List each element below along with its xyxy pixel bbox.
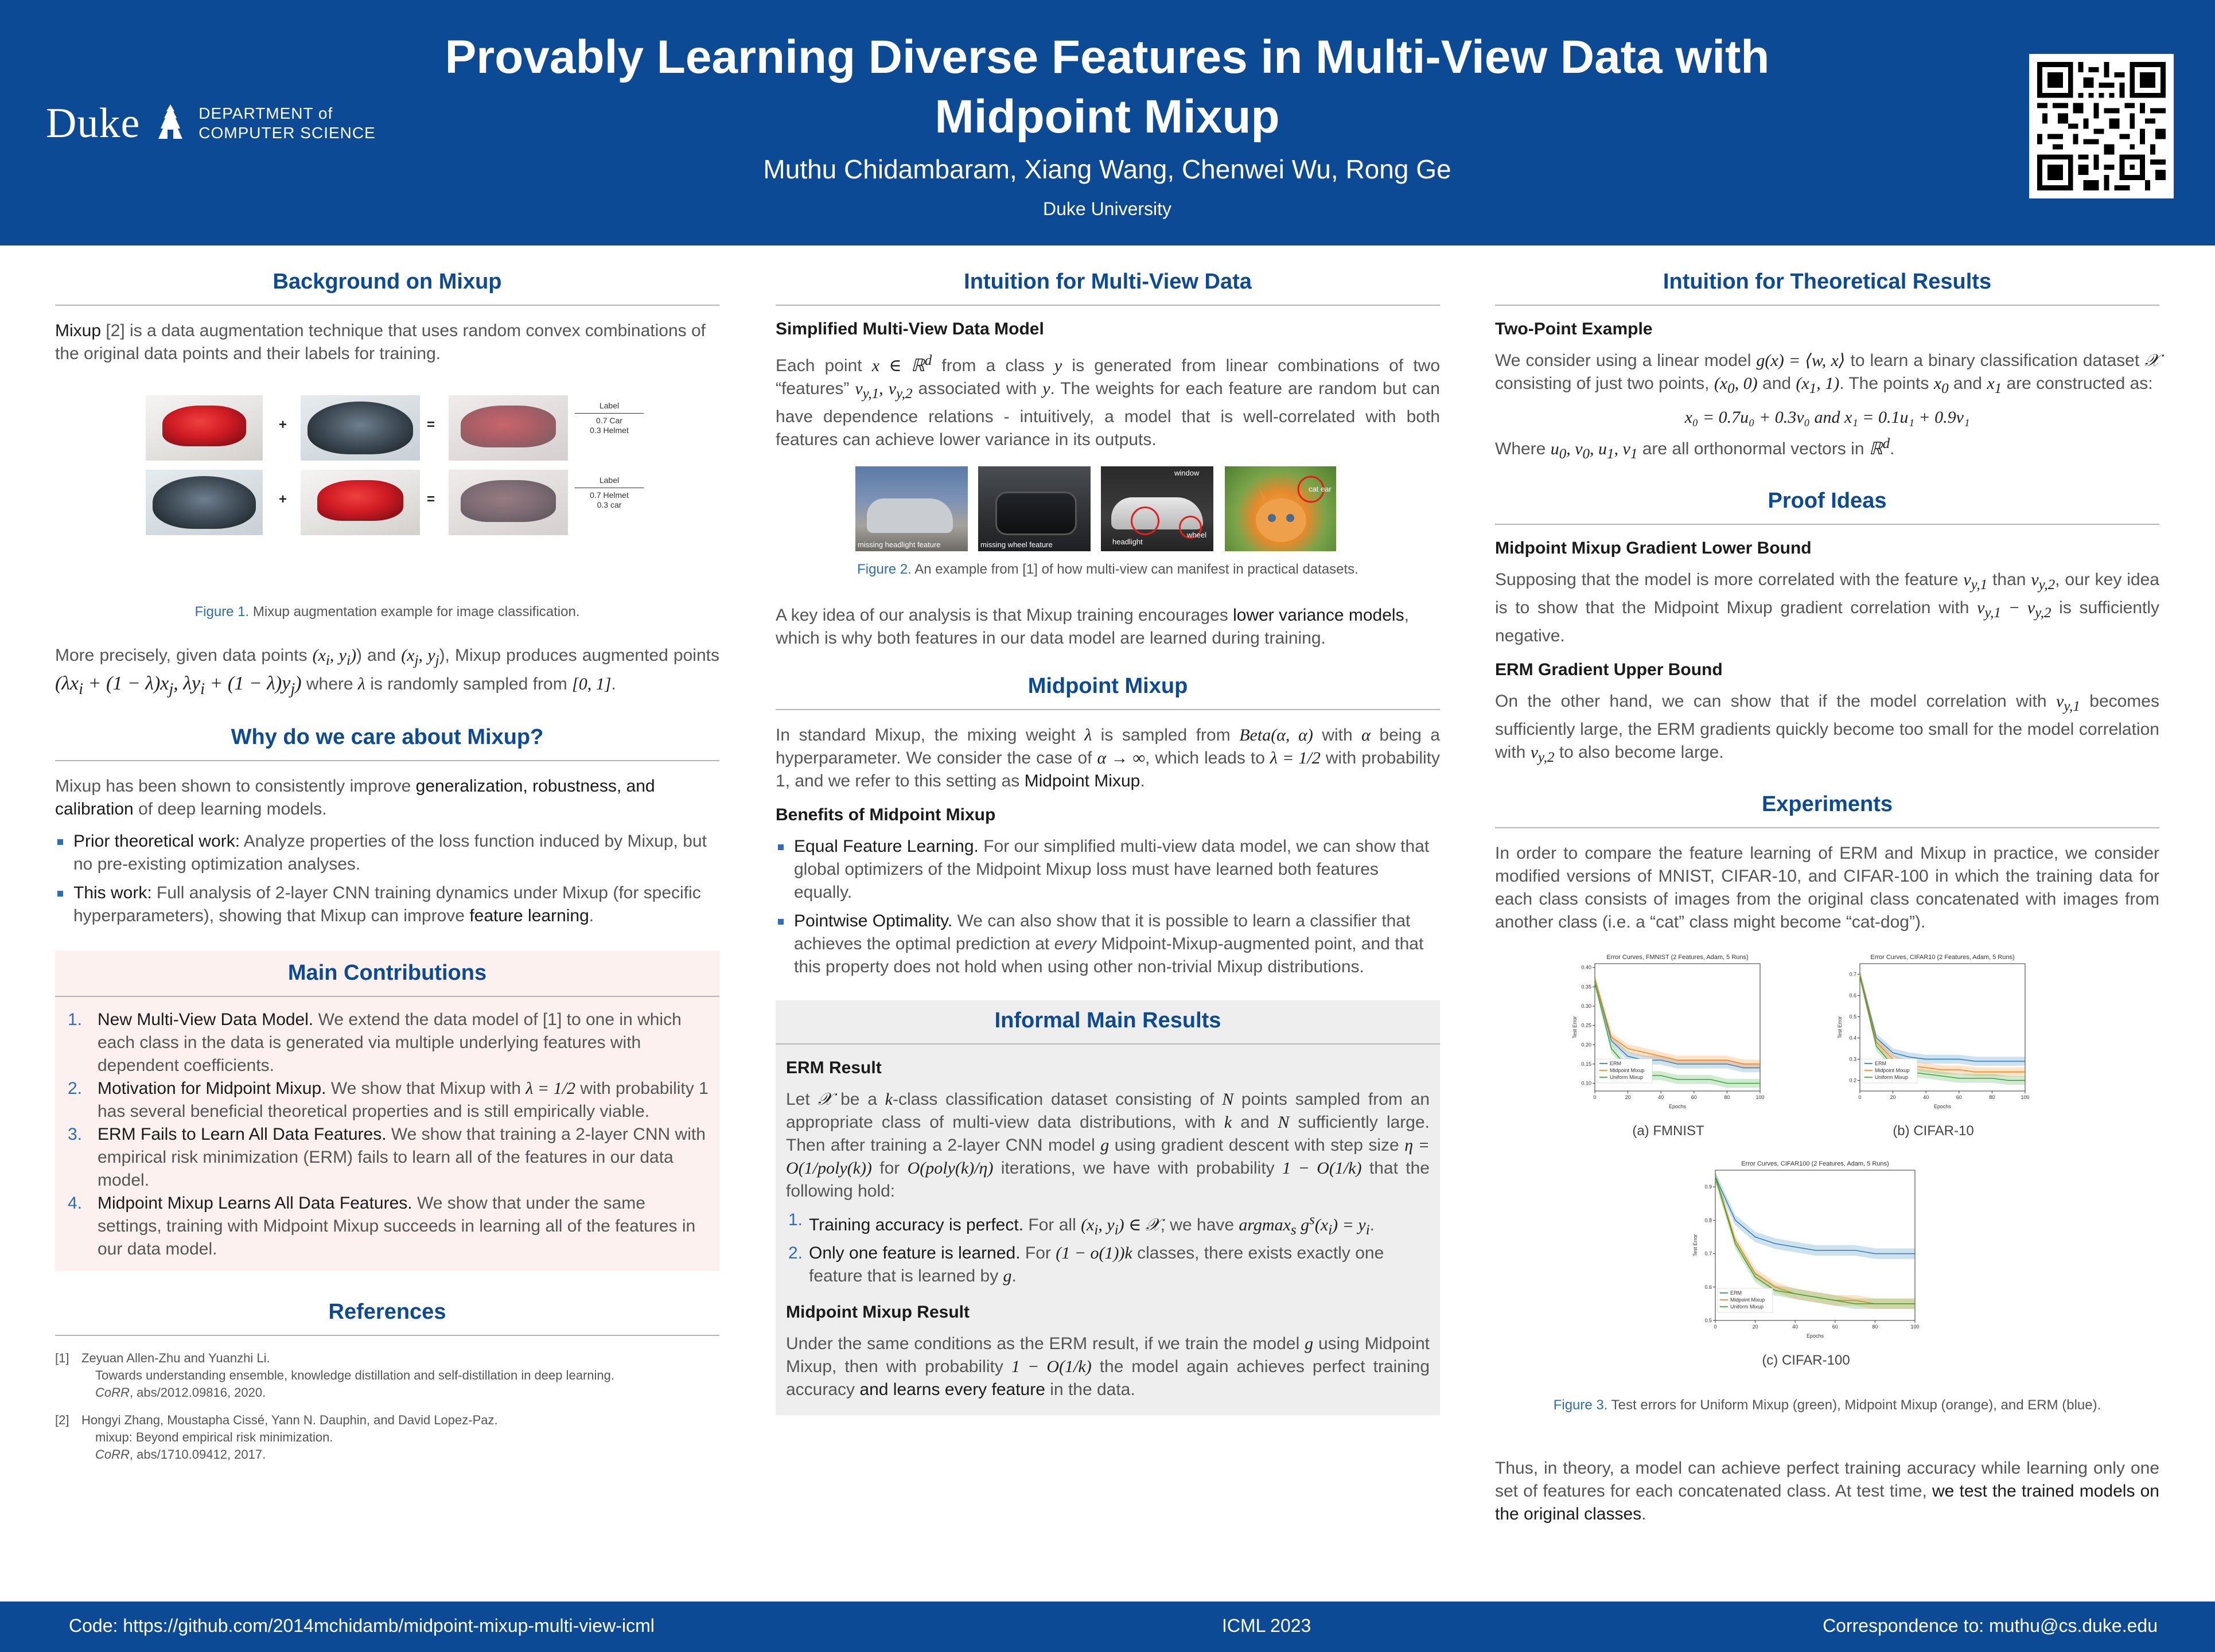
text: , which leads to	[1145, 749, 1270, 767]
label-value: 0.3 Helmet	[590, 426, 629, 435]
mixed-label	[575, 476, 644, 510]
item-head: Training accuracy is perfect.	[809, 1215, 1024, 1234]
text: for	[871, 1159, 908, 1178]
legend-label: Midpoint Mixup	[1610, 1067, 1645, 1073]
text: is sampled from	[1092, 726, 1240, 745]
item-text: We extend the data model of [1] to one in which each class in the data is generated via multiple underlying features with dependent coefficients.	[98, 1010, 682, 1075]
x-tick-label: 20	[1890, 1094, 1896, 1100]
column-1	[55, 270, 719, 1474]
title-line-2: Midpoint Mixup	[935, 91, 1280, 143]
multi-view-figure	[855, 466, 1360, 551]
text: are constructed as:	[2002, 374, 2153, 393]
x-tick-label: 0	[1714, 1324, 1717, 1330]
legend-label: Midpoint Mixup	[1875, 1067, 1910, 1073]
text: sufficiently large. Then after training a 2-layer CNN model	[786, 1113, 1430, 1155]
item-head: ERM Fails to Learn All Data Features.	[98, 1124, 387, 1144]
mixup-term: Mixup	[55, 321, 102, 340]
legend-label: ERM	[1610, 1061, 1621, 1066]
y-tick-label: 0.40	[1581, 964, 1591, 971]
y-tick-label: 0.20	[1581, 1042, 1591, 1048]
text: using gradient descent with step size	[1109, 1136, 1405, 1155]
text: Mixup has been shown to consistently improve	[55, 776, 416, 796]
text: to also become large.	[1554, 743, 1724, 762]
list-item	[55, 882, 719, 928]
subsection-erm-result: ERM Result	[786, 1058, 882, 1077]
duke-logo	[46, 98, 376, 149]
ref-details: , abs/2012.09816, 2020.	[129, 1385, 266, 1400]
text: In standard Mixup, the mixing weight	[776, 726, 1085, 745]
text: is generated from linear combinations of two “features”	[776, 356, 1440, 398]
caption-text: An example from [1] of how multi-view can manifest in practical datasets.	[911, 562, 1358, 577]
text: and	[1757, 374, 1796, 393]
column-2	[776, 270, 1440, 1415]
background-text: [2] is a data augmentation technique that uses random convex combinations of the original data points and their labels for training.	[55, 321, 706, 363]
item-text: .	[1011, 1267, 1017, 1285]
item-text: with probability 1 has several beneficial theoretical properties and is still empirically viable.	[98, 1078, 709, 1121]
equals-sign: =	[427, 417, 435, 433]
caption-text: Mixup augmentation example for image classification.	[249, 604, 580, 620]
ref-venue: CoRR	[95, 1385, 130, 1400]
x-tick-label: 20	[1752, 1324, 1758, 1330]
text: than	[1987, 570, 2031, 589]
y-tick-label: 0.25	[1581, 1022, 1591, 1028]
text: be a	[832, 1090, 885, 1109]
data-model-paragraph: Each point x ∈ ℝ$^d$ from a class y is generated from linear combinations of two “features” $v_{y,1}$, $v_{y,2}$ associated with y. The weights for each feature are random but can have dependence relations - intuitively, a model that is well-correlated with both features can achieve lower variance in its outputs.	[776, 353, 1440, 449]
two-point-paragraph: We consider using a linear model g(x) = ⟨w, x⟩ to learn a binary classification dataset 𝒳 consisting of just two points, ($x_0$, 0) and ($x_1$, 1). The points $x_0$ and $x_1$ are constructed as:	[1495, 351, 2159, 396]
text: are all orthonormal vectors in	[1637, 439, 1869, 458]
why-bullets	[55, 830, 719, 928]
text: ), Mixup produces augmented points	[439, 646, 719, 665]
two-point-equation: x₀ = 0.7u₀ + 0.3v₀ and x₁ = 0.1u₁ + 0.9v₁	[1684, 408, 1970, 427]
text: Let	[786, 1090, 818, 1109]
x-tick-label: 100	[1755, 1094, 1765, 1100]
figure-label: Figure 2.	[857, 562, 912, 577]
text: to learn a binary classification dataset	[1845, 351, 2145, 370]
emphasis: and learns every feature	[859, 1380, 1045, 1399]
label-head: Label	[599, 401, 620, 410]
erm-result-paragraph: Let 𝒳 be a k-class classification dataset consisting of N points sampled from an appropriate class of multi-view data distributions, with k and N sufficiently large. Then after training a 2-layer CNN model g using gradient descent with step size η = O(1/poly(k)) for O(poly(k)/η) iterations, we have with probability 1 − O(1/k) that the following hold:	[786, 1090, 1430, 1201]
text: Supposing that the model is more correlated with the feature	[1495, 570, 1964, 589]
orthonormal-paragraph: Where $u_0$, $v_0$, $u_1$, $v_1$ are all orthonormal vectors in ℝ$^d$.	[1495, 436, 1895, 462]
item-text: classes, there exists exactly one feature that is learned by	[809, 1244, 1384, 1285]
list-item: 2. Motivation for Midpoint Mixup. We show that Mixup with λ = 1/2 with probability 1 has several beneficial theoretical properties and is still empirically viable.	[65, 1077, 709, 1123]
section-title-proof: Proof Ideas	[1495, 489, 2159, 525]
y-tick-label: 0.7	[1849, 971, 1856, 977]
cifar100-chart-svg	[1691, 1158, 1921, 1341]
section-title-contributions: Main Contributions	[55, 961, 719, 997]
subsection-data-model: Simplified Multi-View Data Model	[776, 320, 1044, 338]
subsection-midpoint-result: Midpoint Mixup Result	[786, 1303, 970, 1322]
list-item	[776, 910, 1440, 979]
text: .	[1140, 772, 1145, 790]
main-contributions-box	[55, 950, 719, 1271]
authors: Muthu Chidambaram, Xiang Wang, Chenwei Wu, Rong Ge	[763, 154, 1451, 184]
list-item	[65, 1008, 709, 1077]
code-link[interactable]: Code: https://github.com/2014mchidamb/midpoint-mixup-multi-view-icml	[69, 1615, 655, 1636]
figure-label: Figure 1.	[194, 604, 250, 620]
section-title-intuition: Intuition for Multi-View Data	[776, 270, 1440, 306]
fmnist-chart-svg	[1571, 951, 1766, 1112]
logo-dept-line1: DEPARTMENT of	[198, 104, 333, 122]
helmet-image	[146, 470, 263, 535]
bullet-head: This work:	[73, 883, 152, 902]
bullet-head: Pointwise Optimality.	[794, 911, 953, 930]
item-text: For	[1020, 1244, 1056, 1263]
item-number: 2.	[788, 1244, 803, 1263]
section-title-references: References	[55, 1300, 719, 1336]
label-head: Label	[599, 476, 620, 485]
section-title-why: Why do we care about Mixup?	[55, 725, 719, 761]
midpoint-result-paragraph: Under the same conditions as the ERM result, if we train the model g using Midpoint Mixup, then with probability 1 − O(1/k) the model again achieves perfect training accuracy and learns every feature in the data.	[786, 1334, 1430, 1399]
text: .	[1641, 1505, 1646, 1524]
list-item	[65, 1123, 709, 1192]
y-axis-label: Test Error	[1572, 1016, 1578, 1039]
x-tick-label: 80	[1989, 1094, 1995, 1100]
cifar100-chart	[1691, 1158, 1921, 1341]
conclusion-paragraph	[1495, 1457, 2159, 1526]
item-head: Motivation for Midpoint Mixup.	[98, 1078, 326, 1098]
x-tick-label: 40	[1792, 1324, 1799, 1330]
y-tick-label: 0.4	[1849, 1035, 1856, 1041]
text: .	[1890, 439, 1895, 458]
title-line-1: Provably Learning Diverse Features in Multi-View Data with	[445, 31, 1770, 83]
y-tick-label: 0.30	[1581, 1003, 1591, 1009]
helmet-image	[301, 395, 420, 461]
text: using Midpoint Mixup, then with probability	[786, 1334, 1430, 1376]
logo-duke-wordmark: Duke	[46, 99, 141, 147]
x-tick-label: 40	[1658, 1094, 1664, 1100]
y-tick-label: 0.5	[1849, 1014, 1856, 1020]
x-tick-label: 80	[1724, 1094, 1730, 1100]
section-title-results: Informal Main Results	[776, 1000, 1440, 1045]
plus-sign: +	[279, 417, 287, 433]
section-title-experiments: Experiments	[1495, 792, 2159, 828]
list-item	[65, 1192, 709, 1261]
ref-details: , abs/1710.09412, 2017.	[129, 1447, 266, 1462]
item-number: 3.	[68, 1124, 83, 1144]
text: and	[1948, 374, 1987, 393]
x-tick-label: 60	[1832, 1324, 1838, 1330]
text: is randomly sampled from	[365, 675, 573, 693]
text: of deep learning models.	[133, 799, 327, 819]
key-idea-paragraph	[776, 604, 1440, 650]
item-number: 1.	[68, 1010, 83, 1029]
subsection-upper-bound: ERM Gradient Upper Bound	[1495, 660, 1723, 679]
y-tick-label: 0.3	[1849, 1056, 1856, 1062]
item-head: Midpoint Mixup Learns All Data Features.	[98, 1193, 412, 1213]
bullet-head: Equal Feature Learning.	[794, 837, 979, 856]
chart-title: Error Curves, FMNIST (2 Features, Adam, 5 Runs)	[1606, 954, 1749, 961]
subsection-two-point: Two-Point Example	[1495, 320, 1653, 338]
x-tick-label: 60	[1956, 1094, 1962, 1100]
y-tick-label: 0.7	[1704, 1250, 1712, 1257]
item-text: For all	[1023, 1215, 1081, 1234]
text: Under the same conditions as the ERM result, if we train the model	[786, 1334, 1305, 1353]
why-paragraph	[55, 775, 719, 821]
text: , our key idea is to show that the Midpoint Mixup gradient correlation with	[1495, 570, 2159, 617]
caption-text: Test errors for Uniform Mixup (green), Midpoint Mixup (orange), and ERM (blue).	[1607, 1397, 2101, 1413]
car-image	[146, 395, 263, 461]
y-tick-label: 0.2	[1849, 1077, 1856, 1084]
text: from a class	[932, 356, 1054, 375]
emphasis: lower variance models	[1233, 606, 1404, 625]
image-tag: wheel	[1187, 531, 1206, 539]
figure-3-caption	[1495, 1397, 2159, 1413]
series-band	[1715, 1171, 1915, 1259]
text: Thus, in theory, a model can achieve perfect training accuracy while learning only one set of features for each concatenated class. At test time,	[1495, 1459, 2159, 1501]
image-tag: headlight	[1112, 537, 1143, 546]
equals-sign: =	[427, 492, 435, 507]
background-paragraph	[55, 320, 719, 365]
item-text: We show that Mixup with	[326, 1078, 526, 1098]
item-text: We show that under the same settings, training with Midpoint Mixup succeeds in learning all of the features in our data model.	[98, 1193, 696, 1259]
list-item	[776, 835, 1440, 904]
text: On the other hand, we can show that if the model correlation with	[1495, 692, 2056, 711]
emphasis: every	[1054, 934, 1096, 953]
figure-1-caption	[55, 604, 719, 620]
text: , which is why both features in our data model are learned during training.	[776, 606, 1409, 648]
item-number: 2.	[68, 1078, 83, 1098]
y-tick-label: 0.6	[1704, 1284, 1712, 1290]
text: the model again achieves perfect training accuracy	[786, 1357, 1430, 1399]
emphasis: Midpoint Mixup	[1024, 772, 1140, 790]
legend-label: ERM	[1730, 1290, 1742, 1296]
text: in the data.	[1045, 1380, 1135, 1399]
text: that the following hold:	[786, 1159, 1430, 1201]
label-value: 0.3 car	[597, 500, 622, 509]
text: and	[1232, 1113, 1278, 1132]
text: associated with	[912, 379, 1043, 398]
car-image	[301, 470, 420, 535]
x-tick-label: 100	[2021, 1094, 2030, 1100]
fmnist-chart	[1571, 951, 1766, 1112]
x-tick-label: 0	[1858, 1094, 1862, 1100]
text: We consider using a linear model	[1495, 351, 1757, 370]
bullet-text: Full analysis of 2-layer CNN training dynamics under Mixup (for specific hyperparameters), showing that Mixup can improve	[73, 883, 701, 925]
x-tick-label: 80	[1872, 1324, 1878, 1330]
image-tag: cat ear	[1309, 485, 1332, 493]
text: . The weights for each feature are random but can have dependence relations - intuitively, a model that is well-correlated with both features can achieve lower variance in its outputs.	[776, 379, 1440, 449]
affiliation: Duke University	[1042, 198, 1172, 219]
series-line	[1715, 1177, 1915, 1304]
text: . The points	[1839, 374, 1934, 393]
cifar10-chart	[1836, 951, 2031, 1112]
text: .	[589, 906, 594, 925]
list-item	[55, 830, 719, 876]
mixup-figure	[55, 388, 719, 560]
text: Where	[1495, 439, 1551, 458]
section-title-midpoint: Midpoint Mixup	[776, 674, 1440, 710]
subsection-benefits: Benefits of Midpoint Mixup	[776, 805, 996, 824]
y-tick-label: 0.15	[1581, 1061, 1591, 1067]
y-axis-label: Test Error	[1692, 1234, 1698, 1257]
text: Each point	[776, 356, 872, 375]
text: consisting of just two points,	[1495, 374, 1714, 393]
duke-chapel-icon	[155, 103, 186, 143]
x-tick-label: 20	[1625, 1094, 1631, 1100]
y-tick-label: 0.10	[1581, 1080, 1591, 1086]
series-line	[1715, 1177, 1915, 1304]
x-tick-label: 40	[1923, 1094, 1929, 1100]
mixup-formula-paragraph: More precisely, given data points ($x_i$, $y_i$)) and ($x_j$, $y_j$), Mixup produces augmented points ($\lambda x_i + (1 - \lambda)x_j$, $\lambda y_i + (1 - \lambda)y_j$) where λ is randomly sampled from [0, 1].	[55, 646, 719, 698]
image-tag: window	[1174, 469, 1200, 477]
contributions-list	[55, 1008, 719, 1261]
ref-number: [1]	[55, 1350, 69, 1365]
legend-label: ERM	[1875, 1061, 1886, 1066]
subfigure-c-label: (c) CIFAR-100	[1762, 1353, 1850, 1368]
informal-results-box	[776, 1000, 1440, 1415]
x-axis-label: Epochs	[1668, 1104, 1687, 1109]
y-tick-label: 0.8	[1704, 1217, 1712, 1224]
item-number: 4.	[68, 1193, 83, 1213]
text: .	[611, 675, 616, 693]
ref-authors: Zeyuan Allen-Zhu and Yuanzhi Li.	[81, 1350, 270, 1365]
ref-title: mixup: Beyond empirical risk minimization.	[95, 1429, 333, 1444]
poster-title	[356, 28, 1859, 147]
text: -class classification dataset consisting of	[893, 1090, 1223, 1109]
item-number: 1.	[788, 1210, 803, 1229]
y-axis-label: Test Error	[1837, 1016, 1843, 1039]
section-title-theory: Intuition for Theoretical Results	[1495, 270, 2159, 306]
poster-footer	[0, 1602, 2215, 1652]
text: being a hyperparameter. We consider the case of	[776, 726, 1440, 767]
y-tick-label: 0.9	[1704, 1184, 1712, 1190]
venue-label: ICML 2023	[1222, 1615, 1311, 1636]
subfigure-b-label: (b) CIFAR-10	[1893, 1123, 1974, 1139]
reference-item	[55, 1412, 719, 1463]
text: A key idea of our analysis is that Mixup training encourages	[776, 606, 1233, 625]
y-tick-label: 0.35	[1581, 984, 1591, 990]
section-title-background: Background on Mixup	[55, 270, 719, 306]
plus-sign: +	[279, 492, 287, 507]
figure-label: Figure 3.	[1553, 1397, 1608, 1413]
logo-dept-line2: COMPUTER SCIENCE	[198, 124, 376, 142]
text: where	[301, 675, 358, 693]
text: becomes sufficiently large, the ERM gradients quickly become too small for the model correlation with	[1495, 692, 2159, 762]
item-head: Only one feature is learned.	[809, 1244, 1021, 1263]
references-list	[55, 1350, 719, 1463]
y-tick-label: 0.6	[1849, 992, 1856, 999]
list-item: 2. Only one feature is learned. For (1 − o(1))k classes, there exists exactly one feature that is learned by g.	[786, 1242, 1430, 1288]
text: iterations, we have with probability	[993, 1159, 1283, 1178]
subsection-lower-bound: Midpoint Mixup Gradient Lower Bound	[1495, 539, 1812, 558]
text: ) and	[356, 646, 402, 665]
ref-title: Towards understanding ensemble, knowledge distillation and self-distillation in deep learning.	[95, 1367, 614, 1382]
label-value: 0.7 Car	[596, 416, 622, 425]
x-tick-label: 0	[1593, 1094, 1597, 1100]
x-axis-label: Epochs	[1806, 1333, 1824, 1339]
erm-result-list	[786, 1209, 1430, 1288]
emphasis: feature learning	[469, 906, 589, 925]
item-text: , we have	[1160, 1215, 1239, 1234]
x-tick-label: 60	[1691, 1094, 1697, 1100]
text: is sufficiently negative.	[1495, 598, 2160, 645]
label-value: 0.7 Helmet	[590, 490, 629, 500]
experiments-paragraph: In order to compare the feature learning of ERM and Mixup in practice, we consider modified versions of MNIST, CIFAR-10, and CIFAR-100 in which the training data for each class consists of images from the original class concatenated with images from another class (i.e. a “cat” class might become “cat-dog”).	[1495, 844, 2159, 932]
cifar10-chart-svg	[1836, 951, 2031, 1112]
ref-venue: CoRR	[95, 1447, 130, 1462]
legend-label: Uniform Mixup	[1730, 1304, 1764, 1310]
mixed-image	[449, 470, 568, 535]
mixed-label	[575, 401, 644, 435]
text: More precisely, given data points	[55, 646, 313, 665]
series-line	[1715, 1177, 1915, 1254]
image-tag: missing headlight feature	[858, 540, 941, 549]
text: with	[1313, 726, 1362, 745]
item-text: We show that training a 2-layer CNN with empirical risk minimization (ERM) fails to learn all of the features in our data model.	[98, 1124, 706, 1190]
qr-code-icon[interactable]	[2029, 54, 2174, 198]
ref-authors: Hongyi Zhang, Moustapha Cissé, Yann N. Dauphin, and David Lopez-Paz.	[81, 1412, 498, 1427]
chart-title: Error Curves, CIFAR10 (2 Features, Adam, 5 Runs)	[1870, 954, 2015, 961]
figure-2-caption	[776, 562, 1440, 578]
legend-label: Midpoint Mixup	[1730, 1297, 1765, 1303]
reference-item	[55, 1350, 719, 1401]
contact-email[interactable]: Correspondence to: muthu@cs.duke.edu	[1823, 1615, 2158, 1636]
emphasis: generalization, robustness, and calibration	[55, 776, 655, 819]
column-3	[1495, 270, 2159, 1526]
bullet-text: Analyze properties of the loss function induced by Mixup, but no pre-existing optimization analyses.	[73, 831, 707, 874]
image-tag: missing wheel feature	[980, 540, 1053, 549]
bullet-text: For our simplified multi-view data model, we can show that global optimizers of the Midpoint Mixup loss must have learned both features equally.	[794, 837, 1430, 902]
bullet-text: We can also show that it is possible to learn a classifier that achieves the optimal prediction at	[794, 911, 1411, 953]
experiments-figure	[1495, 951, 2159, 1444]
chart-title: Error Curves, CIFAR100 (2 Features, Adam, 5 Runs)	[1741, 1160, 1889, 1167]
y-tick-label: 0.5	[1704, 1318, 1712, 1323]
item-head: New Multi-View Data Model.	[98, 1010, 314, 1029]
poster-header	[0, 0, 2215, 246]
x-axis-label: Epochs	[1933, 1104, 1952, 1109]
bullet-head: Prior theoretical work:	[73, 831, 240, 851]
subfigure-a-label: (a) FMNIST	[1632, 1123, 1704, 1139]
emphasis: we test the trained models on the original classes	[1495, 1482, 2159, 1524]
mixed-image	[449, 395, 568, 461]
legend-label: Uniform Mixup	[1875, 1074, 1909, 1080]
text: points sampled from an appropriate class of multi-view data distributions, with	[786, 1090, 1430, 1132]
ref-number: [2]	[55, 1412, 69, 1427]
car-front-image	[978, 466, 1091, 551]
text: with probability 1, and we refer to this setting as	[776, 749, 1440, 790]
upper-bound-paragraph: On the other hand, we can show that if the model correlation with $v_{y,1}$ becomes sufficiently large, the ERM gradients quickly become too small for the model correlation with $v_{y,2}$ to also become large.	[1495, 692, 2159, 765]
list-item: 1. Training accuracy is perfect. For all ($x_i$, $y_i$) ∈ 𝒳, we have argmax$_s$ $g^s(x_i) = y_i$.	[786, 1209, 1430, 1242]
x-tick-label: 100	[1910, 1324, 1920, 1330]
lower-bound-paragraph: Supposing that the model is more correlated with the feature $v_{y,1}$ than $v_{y,2}$, our key idea is to show that the Midpoint Mixup gradient correlation with $v_{y,1} - v_{y,2}$ is sufficiently negative.	[1495, 570, 2160, 645]
kitten-image	[1225, 466, 1336, 551]
legend-label: Uniform Mixup	[1610, 1074, 1644, 1080]
bullet-text: Midpoint-Mixup-augmented point, and that this property does not hold when using other non-trivial Mixup distributions.	[794, 934, 1424, 976]
suv-image	[855, 466, 968, 551]
sports-car-image	[1101, 466, 1213, 551]
midpoint-paragraph: In standard Mixup, the mixing weight λ is sampled from Beta(α, α) with α being a hyperparameter. We consider the case of α → ∞, which leads to λ = 1/2 with probability 1, and we refer to this setting as Midpoint Mixup.	[776, 726, 1440, 790]
benefits-list	[776, 835, 1440, 979]
